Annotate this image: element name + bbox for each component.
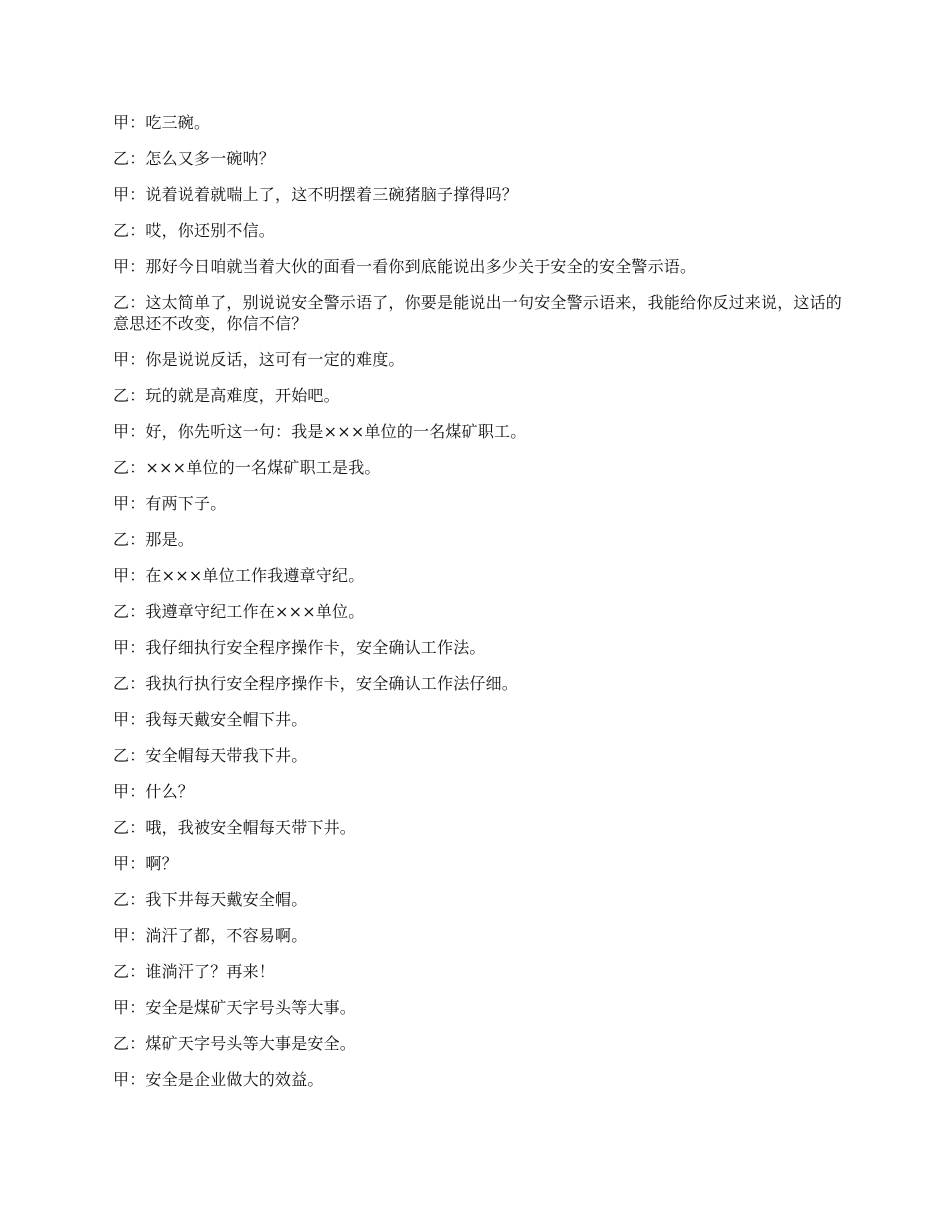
line-text: 在×××单位工作我遵章守纪。 (145, 566, 365, 585)
dialogue-line (113, 493, 843, 514)
separator: ： (129, 926, 146, 945)
line-text: ×××单位的一名煤矿职工是我。 (145, 458, 381, 477)
dialogue-body (113, 112, 843, 1105)
line-text: 我每天戴安全帽下井。 (145, 710, 308, 729)
speaker-label: 甲 (113, 113, 130, 132)
separator: ： (129, 113, 146, 132)
separator: ： (129, 530, 146, 549)
separator: ： (129, 602, 146, 621)
dialogue-line (113, 925, 843, 946)
dialogue-line (113, 148, 843, 169)
dialogue-line (113, 1069, 843, 1090)
line-text: 哎，你还别不信。 (145, 221, 276, 240)
speaker-label: 乙 (113, 818, 130, 837)
dialogue-line (113, 853, 843, 874)
separator: ： (129, 962, 146, 981)
line-text: 啊？ (145, 854, 178, 873)
dialogue-line (113, 781, 843, 802)
dialogue-line (113, 385, 843, 406)
speaker-label: 甲 (113, 782, 130, 801)
dialogue-line (113, 529, 843, 550)
dialogue-line (113, 601, 843, 622)
line-text: 好，你先听这一句：我是×××单位的一名煤矿职工。 (145, 422, 527, 441)
line-text: 我执行执行安全程序操作卡，安全确认工作法仔细。 (145, 674, 519, 693)
speaker-label: 甲 (113, 494, 130, 513)
speaker-label: 甲 (113, 185, 130, 204)
separator: ： (129, 998, 146, 1017)
speaker-label: 甲 (113, 566, 130, 585)
speaker-label: 甲 (113, 1070, 130, 1089)
separator: ： (129, 221, 146, 240)
speaker-label: 甲 (113, 998, 130, 1017)
speaker-label: 甲 (113, 350, 130, 369)
separator: ： (129, 746, 146, 765)
dialogue-line (113, 709, 843, 730)
line-text: 哦，我被安全帽每天带下井。 (145, 818, 357, 837)
dialogue-line (113, 745, 843, 766)
line-text: 有两下子。 (145, 494, 227, 513)
line-text: 那好今日咱就当着大伙的面看一看你到底能说出多少关于安全的安全警示语。 (145, 257, 697, 276)
speaker-label: 甲 (113, 638, 130, 657)
speaker-label: 乙 (113, 746, 130, 765)
speaker-label: 乙 (113, 890, 130, 909)
speaker-label: 甲 (113, 710, 130, 729)
dialogue-line (113, 1033, 843, 1054)
line-text: 你是说说反话，这可有一定的难度。 (145, 350, 405, 369)
separator: ： (129, 293, 146, 312)
line-text: 我仔细执行安全程序操作卡，安全确认工作法。 (145, 638, 486, 657)
line-text: 我遵章守纪工作在×××单位。 (145, 602, 365, 621)
line-text: 淌汗了都，不容易啊。 (145, 926, 308, 945)
separator: ： (129, 674, 146, 693)
line-text: 说着说着就喘上了，这不明摆着三碗猪脑子撑得吗？ (145, 185, 519, 204)
line-text: 安全是煤矿天字号头等大事。 (145, 998, 357, 1017)
speaker-label: 乙 (113, 293, 130, 312)
speaker-label: 乙 (113, 602, 130, 621)
dialogue-line (113, 421, 843, 442)
line-text: 什么？ (145, 782, 195, 801)
separator: ： (129, 458, 146, 477)
speaker-label: 乙 (113, 530, 130, 549)
speaker-label: 乙 (113, 149, 130, 168)
separator: ： (129, 566, 146, 585)
dialogue-line (113, 112, 843, 133)
speaker-label: 乙 (113, 386, 130, 405)
speaker-label: 甲 (113, 422, 130, 441)
line-text: 吃三碗。 (145, 113, 211, 132)
line-text: 这太简单了，别说说安全警示语了，你要是能说出一句安全警示语来，我能给你反过来说，这话的意思还不改变，你信不信？ (113, 293, 843, 333)
separator: ： (129, 818, 146, 837)
separator: ： (129, 854, 146, 873)
line-text: 安全帽每天带我下井。 (145, 746, 308, 765)
separator: ： (129, 494, 146, 513)
speaker-label: 乙 (113, 962, 130, 981)
line-text: 玩的就是高难度，开始吧。 (145, 386, 340, 405)
separator: ： (129, 638, 146, 657)
dialogue-line (113, 220, 843, 241)
line-text: 煤矿天字号头等大事是安全。 (145, 1034, 357, 1053)
separator: ： (129, 185, 146, 204)
dialogue-line (113, 673, 843, 694)
dialogue-line (113, 256, 843, 277)
separator: ： (129, 1070, 146, 1089)
separator: ： (129, 782, 146, 801)
dialogue-line (113, 565, 843, 586)
line-text: 怎么又多一碗呐？ (145, 149, 276, 168)
separator: ： (129, 1034, 146, 1053)
separator: ： (129, 422, 146, 441)
line-text: 那是。 (145, 530, 195, 549)
speaker-label: 乙 (113, 674, 130, 693)
dialogue-line (113, 961, 843, 982)
separator: ： (129, 386, 146, 405)
speaker-label: 乙 (113, 458, 130, 477)
dialogue-line (113, 457, 843, 478)
dialogue-line (113, 997, 843, 1018)
separator: ： (129, 710, 146, 729)
dialogue-line (113, 349, 843, 370)
separator: ： (129, 890, 146, 909)
dialogue-line (113, 292, 843, 334)
speaker-label: 甲 (113, 926, 130, 945)
speaker-label: 乙 (113, 221, 130, 240)
speaker-label: 甲 (113, 854, 130, 873)
line-text: 我下井每天戴安全帽。 (145, 890, 308, 909)
dialogue-line (113, 817, 843, 838)
dialogue-line (113, 637, 843, 658)
separator: ： (129, 257, 146, 276)
line-text: 谁淌汗了？再来！ (145, 962, 276, 981)
speaker-label: 乙 (113, 1034, 130, 1053)
separator: ： (129, 149, 146, 168)
dialogue-line (113, 889, 843, 910)
speaker-label: 甲 (113, 257, 130, 276)
separator: ： (129, 350, 146, 369)
dialogue-line (113, 184, 843, 205)
line-text: 安全是企业做大的效益。 (145, 1070, 324, 1089)
